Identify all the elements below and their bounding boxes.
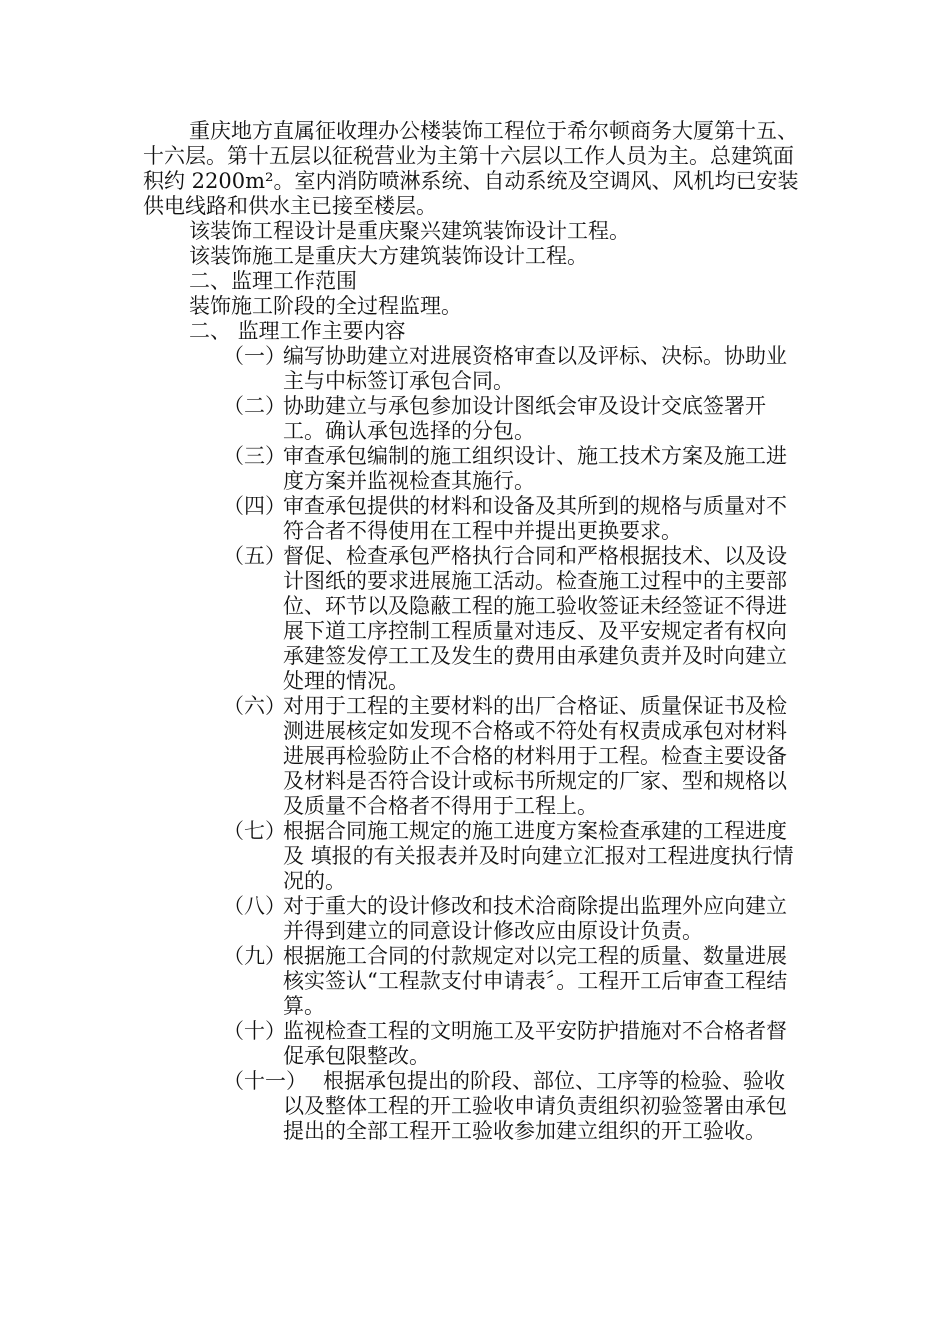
list-item — [143, 894, 803, 944]
item-number: （五） — [223, 544, 286, 568]
item-text: 根据施工合同的付款规定对以完工程的质量、数量进展核实签认“工程款支付申请表〞。工程开工后审查工程结算。 — [283, 944, 788, 1018]
item-text: 对于重大的设计修改和技术洽商除提出监理外应向建立并得到建立的同意设计修改应由原设计负责。 — [283, 894, 787, 943]
work-items-list — [143, 344, 803, 1144]
list-item — [143, 819, 803, 894]
construction-paragraph: 该装饰施工是重庆大方建筑装饰设计工程。 — [189, 244, 588, 268]
item-number: （六） — [223, 694, 286, 718]
list-item — [143, 694, 803, 819]
item-text: 审查承包编制的施工组织设计、施工技术方案及施工进度方案并监视检查其施行。 — [283, 444, 787, 493]
item-number: （十） — [223, 1019, 286, 1043]
item-text: 督促、检查承包严格执行合同和严格根据技术、以及设计图纸的要求进展施工活动。检查施工过程中的主要部位、环节以及隐蔽工程的施工验收签证未经签证不得进展下道工序控制工程质量对违反、及平安规定者有权向承建签发停工工及发生的费用由承建负责并及时向建立处理的情况。 — [283, 544, 787, 693]
scope-text: 装饰施工阶段的全过程监理。 — [189, 294, 462, 318]
intro-paragraph: 重庆地方直属征收理办公楼装饰工程位于希尔顿商务大厦第十五、十六层。第十五层以征税营业为主第十六层以工作人员为主。总建筑面积约 2200m²。室内消防喷淋系统、自动系统及空调风、风机均已安装供电线路和供水主已接至楼层。 — [143, 119, 799, 218]
list-item — [143, 494, 803, 544]
list-item — [143, 344, 803, 394]
scope-heading: 二、监理工作范围 — [189, 269, 357, 293]
list-item — [143, 1069, 803, 1144]
item-text: 协助建立与承包参加设计图纸会审及设计交底签署开工。确认承包选择的分包。 — [283, 394, 766, 443]
item-number: （二） — [223, 394, 286, 418]
item-text: 编写协助建立对进展资格审查以及评标、决标。协助业主与中标签订承包合同。 — [283, 344, 787, 393]
item-text: 根据承包提出的阶段、部位、工序等的检验、验收以及整体工程的开工验收申请负责组织初验签署由承包提出的全部工程开工验收参加建立组织的开工验收。 — [283, 1069, 787, 1143]
design-paragraph: 该装饰工程设计是重庆聚兴建筑装饰设计工程。 — [189, 219, 630, 243]
document-body — [143, 119, 803, 1144]
content-heading: 二、 监理工作主要内容 — [189, 319, 406, 343]
item-number: （十一） — [223, 1069, 307, 1093]
item-number: （一） — [223, 344, 286, 368]
item-text: 根据合同施工规定的施工进度方案检查承建的工程进度及 填报的有关报表并及时向建立汇报对工程进度执行情况的。 — [283, 819, 794, 893]
list-item — [143, 394, 803, 444]
item-text: 对用于工程的主要材料的出厂合格证、质量保证书及检测进展核定如发现不合格或不符处有权责成承包对材料进展再检验防止不合格的材料用于工程。检查主要设备及材料是否符合设计或标书所规定的厂家、型和规格以及质量不合格者不得用于工程上。 — [283, 694, 787, 818]
item-text: 监视检查工程的文明施工及平安防护措施对不合格者督促承包限整改。 — [283, 1019, 787, 1068]
list-item — [143, 944, 803, 1019]
item-number: （四） — [223, 494, 286, 518]
item-number: （九） — [223, 944, 286, 968]
list-item — [143, 544, 803, 694]
list-item — [143, 1019, 803, 1069]
list-item — [143, 444, 803, 494]
item-number: （七） — [223, 819, 286, 843]
item-number: （八） — [223, 894, 286, 918]
item-number: （三） — [223, 444, 286, 468]
item-text: 审查承包提供的材料和设备及其所到的规格与质量对不符合者不得使用在工程中并提出更换要求。 — [283, 494, 787, 543]
